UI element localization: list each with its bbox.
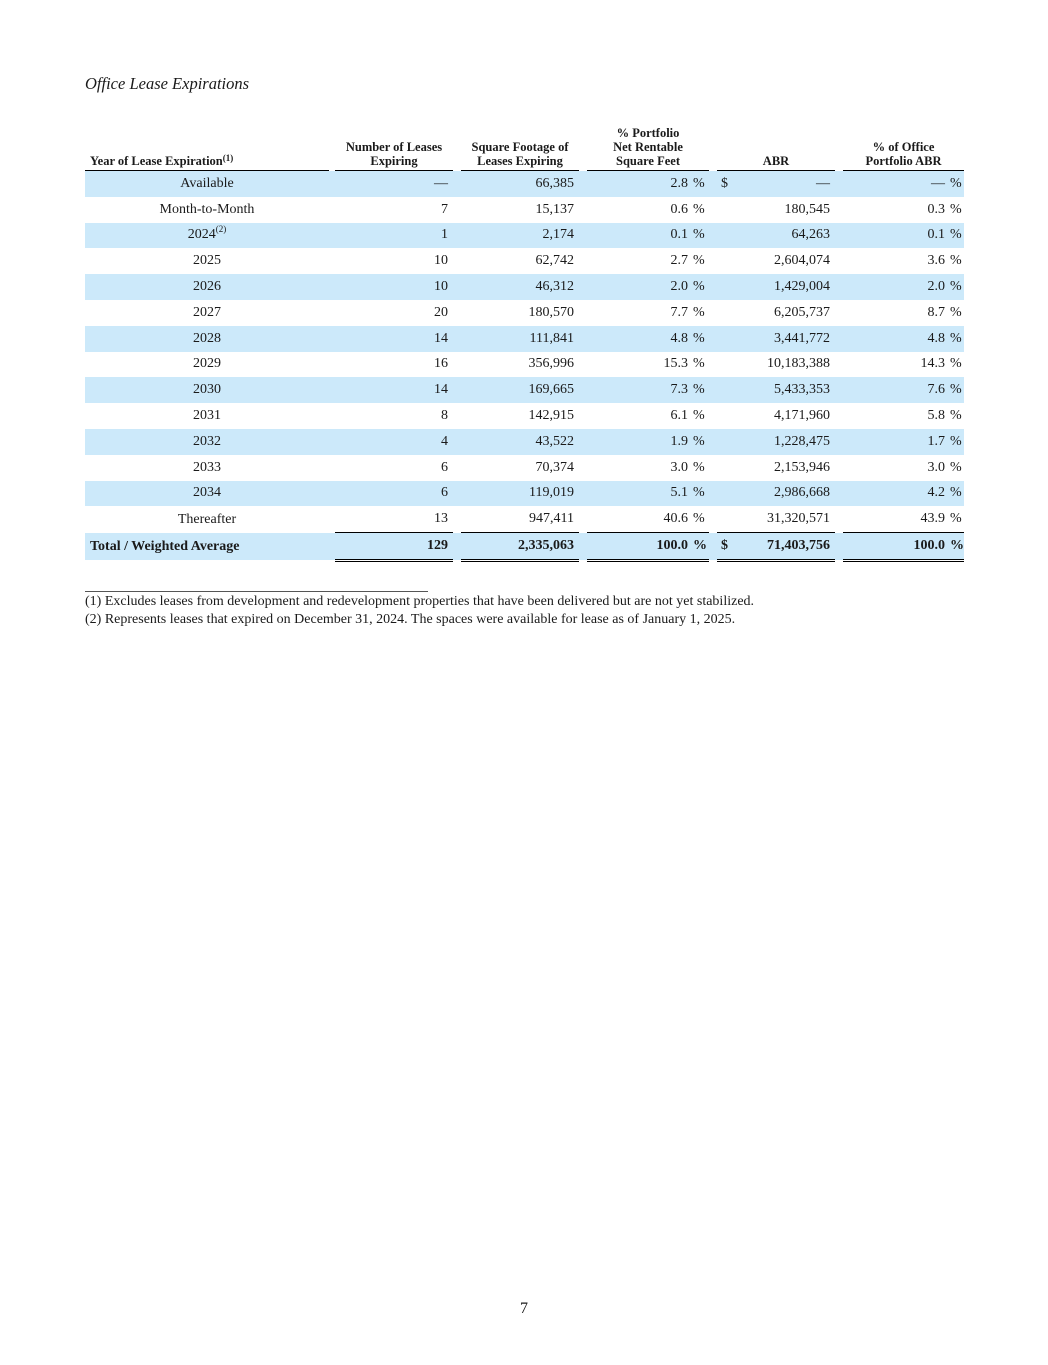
cell-pct-abr-sym: % [950,408,962,424]
cell-year: 2025 [193,253,221,269]
cell-leases: 16 [434,356,448,372]
cell-dollar [717,429,735,455]
cell-pct-nrsf-sym: % [689,171,709,197]
cell-dollar [717,455,735,481]
table-row [85,300,964,326]
cell-sqft: 356,996 [528,356,574,372]
table-row [85,377,964,403]
cell-year: 2033 [193,459,221,475]
cell-dollar [717,223,735,249]
table-row [85,197,964,223]
cell-year: 2031 [193,408,221,424]
cell-pct-abr: 0.1 [843,223,946,249]
cell-year: Available [85,171,329,197]
cell-year: 2026 [85,274,329,300]
footnote-divider [85,591,428,592]
total-pct-abr-sym: % [946,533,964,561]
cell-pct-nrsf: 7.7 [670,304,688,320]
total-leases: 129 [335,533,453,561]
total-label: Total / Weighted Average [85,533,329,561]
cell-sqft: 2,174 [461,223,579,249]
cell-sqft: 142,915 [528,408,574,424]
cell-abr: 180,545 [784,201,830,217]
cell-pct-abr-sym: % [950,356,962,372]
footnote-1: (1) Excludes leases from development and redevelopment properties that have been delivered but are not yet stabilized. [85,594,755,609]
cell-year: Thereafter [177,511,237,527]
cell-leases: 10 [434,253,448,269]
cell-leases: 1 [335,223,453,249]
page-number: 7 [520,1300,528,1317]
cell-pct-abr-sym: % [946,481,964,507]
cell-abr: 31,320,571 [735,506,835,532]
total-abr: 71,403,756 [735,533,835,561]
cell-year: 2029 [193,356,221,372]
cell-abr: — [735,171,835,197]
cell-sqft: 111,841 [461,326,579,352]
cell-abr: 5,433,353 [735,377,835,403]
cell-pct-nrsf: 2.8 [587,171,689,197]
cell-year: 2024$^{(2)}$ [85,223,329,249]
table-row [85,274,964,300]
cell-dollar [717,326,735,352]
cell-pct-abr: 3.6 [927,253,945,269]
cell-leases: 14 [335,326,453,352]
cell-sqft: 947,411 [461,506,579,532]
cell-pct-abr: — [843,171,946,197]
header-leases: Number of Leases Expiring [335,126,453,171]
cell-year: Month-to-Month [159,201,255,217]
cell-sqft: 180,570 [528,304,574,320]
cell-pct-nrsf: 2.0 [587,274,689,300]
cell-leases: 10 [335,274,453,300]
cell-abr: 2,153,946 [774,459,830,475]
header-pct-nrsf: % Portfolio Net Rentable Square Feet [587,126,709,171]
cell-pct-nrsf-sym: % [689,481,709,507]
cell-pct-abr: 2.0 [843,274,946,300]
cell-abr: 2,986,668 [735,481,835,507]
cell-leases: 8 [441,408,448,424]
footnote-2: (2) Represents leases that expired on December 31, 2024. The spaces were available for lease as of January 1, 2025. [85,612,736,627]
cell-pct-abr-sym: % [950,459,962,475]
cell-abr: 3,441,772 [735,326,835,352]
cell-pct-nrsf-sym: % [689,223,709,249]
section-title: Office Lease Expirations [85,74,250,93]
cell-dollar [717,481,735,507]
table-row [85,429,964,455]
cell-pct-nrsf: 15.3 [663,356,688,372]
cell-pct-nrsf: 1.9 [587,429,689,455]
cell-sqft: 15,137 [535,201,574,217]
cell-leases: 6 [441,459,448,475]
cell-leases: 6 [335,481,453,507]
cell-year: 2034 [85,481,329,507]
table-row [85,455,964,481]
header-pct-abr: % of Office Portfolio ABR [843,126,964,171]
header-abr: ABR [717,126,835,171]
cell-leases: 4 [335,429,453,455]
cell-year: 2028 [85,326,329,352]
cell-pct-abr-sym: % [950,304,962,320]
cell-dollar [717,248,735,274]
table-row [85,352,964,378]
cell-pct-nrsf-sym: % [693,253,705,269]
cell-dollar [717,506,735,532]
cell-dollar [717,300,735,326]
cell-pct-abr: 43.9 [843,506,946,532]
cell-pct-nrsf-sym: % [689,429,709,455]
cell-sqft: 119,019 [461,481,579,507]
cell-abr: 1,429,004 [735,274,835,300]
cell-dollar [717,403,735,429]
cell-pct-abr-sym: % [946,429,964,455]
cell-pct-abr: 5.8 [927,408,945,424]
cell-pct-nrsf-sym: % [693,408,705,424]
table-row [85,171,964,197]
cell-year: 2027 [193,304,221,320]
cell-sqft: 43,522 [461,429,579,455]
cell-pct-nrsf: 3.0 [670,459,688,475]
cell-pct-abr: 3.0 [927,459,945,475]
cell-pct-nrsf-sym: % [693,304,705,320]
cell-leases: 13 [335,506,453,532]
cell-pct-abr-sym: % [950,253,962,269]
cell-abr: 2,604,074 [774,253,830,269]
cell-pct-abr: 0.3 [927,201,945,217]
cell-dollar [717,352,735,378]
cell-pct-nrsf: 40.6 [587,506,689,532]
table-row [85,481,964,507]
cell-pct-abr-sym: % [946,274,964,300]
cell-year: 2030 [85,377,329,403]
cell-pct-abr-sym: % [946,223,964,249]
cell-dollar [717,377,735,403]
cell-pct-nrsf-sym: % [689,326,709,352]
table-row [85,506,964,532]
cell-pct-nrsf: 6.1 [670,408,688,424]
cell-dollar [717,274,735,300]
lease-expiration-table [85,126,964,562]
cell-pct-abr: 4.8 [843,326,946,352]
cell-leases: 14 [335,377,453,403]
cell-sqft: 46,312 [461,274,579,300]
cell-sqft: 169,665 [461,377,579,403]
cell-pct-abr-sym: % [946,171,964,197]
total-pct-abr: 100.0 [843,533,946,561]
cell-pct-nrsf-sym: % [689,377,709,403]
cell-pct-nrsf: 5.1 [587,481,689,507]
cell-abr: 10,183,388 [767,356,830,372]
cell-sqft: 66,385 [461,171,579,197]
cell-pct-nrsf-sym: % [689,274,709,300]
cell-dollar [717,197,735,223]
cell-pct-abr: 8.7 [927,304,945,320]
cell-pct-nrsf-sym: % [689,506,709,532]
cell-pct-abr-sym: % [946,326,964,352]
cell-pct-nrsf-sym: % [693,459,705,475]
cell-pct-abr: 14.3 [920,356,945,372]
cell-pct-nrsf: 0.6 [670,201,688,217]
cell-pct-abr-sym: % [950,201,962,217]
cell-abr: 6,205,737 [774,304,830,320]
table-row [85,223,964,249]
cell-pct-nrsf: 7.3 [587,377,689,403]
cell-pct-nrsf: 2.7 [670,253,688,269]
cell-abr: 64,263 [735,223,835,249]
table-row [85,403,964,429]
total-pct-nrsf: 100.0 [587,533,689,561]
cell-leases: — [335,171,453,197]
cell-pct-nrsf: 4.8 [587,326,689,352]
cell-pct-abr: 1.7 [843,429,946,455]
cell-pct-abr: 7.6 [843,377,946,403]
table-row [85,248,964,274]
cell-pct-abr: 4.2 [843,481,946,507]
header-sqft: Square Footage of Leases Expiring [461,126,579,171]
cell-leases: 7 [441,201,448,217]
cell-pct-abr-sym: % [946,506,964,532]
total-sqft: 2,335,063 [461,533,579,561]
cell-pct-nrsf-sym: % [693,356,705,372]
cell-dollar: $ [717,171,735,197]
cell-pct-nrsf: 0.1 [587,223,689,249]
cell-sqft: 62,742 [535,253,574,269]
cell-sqft: 70,374 [535,459,574,475]
table-header-row [85,126,964,171]
cell-year: 2032 [85,429,329,455]
header-year: Year of Lease Expiration$^{(1)}$ [85,126,329,171]
total-pct-nrsf-sym: % [689,533,709,561]
table-total-row [85,533,964,561]
cell-pct-nrsf-sym: % [693,201,705,217]
cell-abr: 1,228,475 [735,429,835,455]
total-dollar: $ [717,533,735,561]
cell-leases: 20 [434,304,448,320]
cell-abr: 4,171,960 [774,408,830,424]
cell-pct-abr-sym: % [946,377,964,403]
table-row [85,326,964,352]
